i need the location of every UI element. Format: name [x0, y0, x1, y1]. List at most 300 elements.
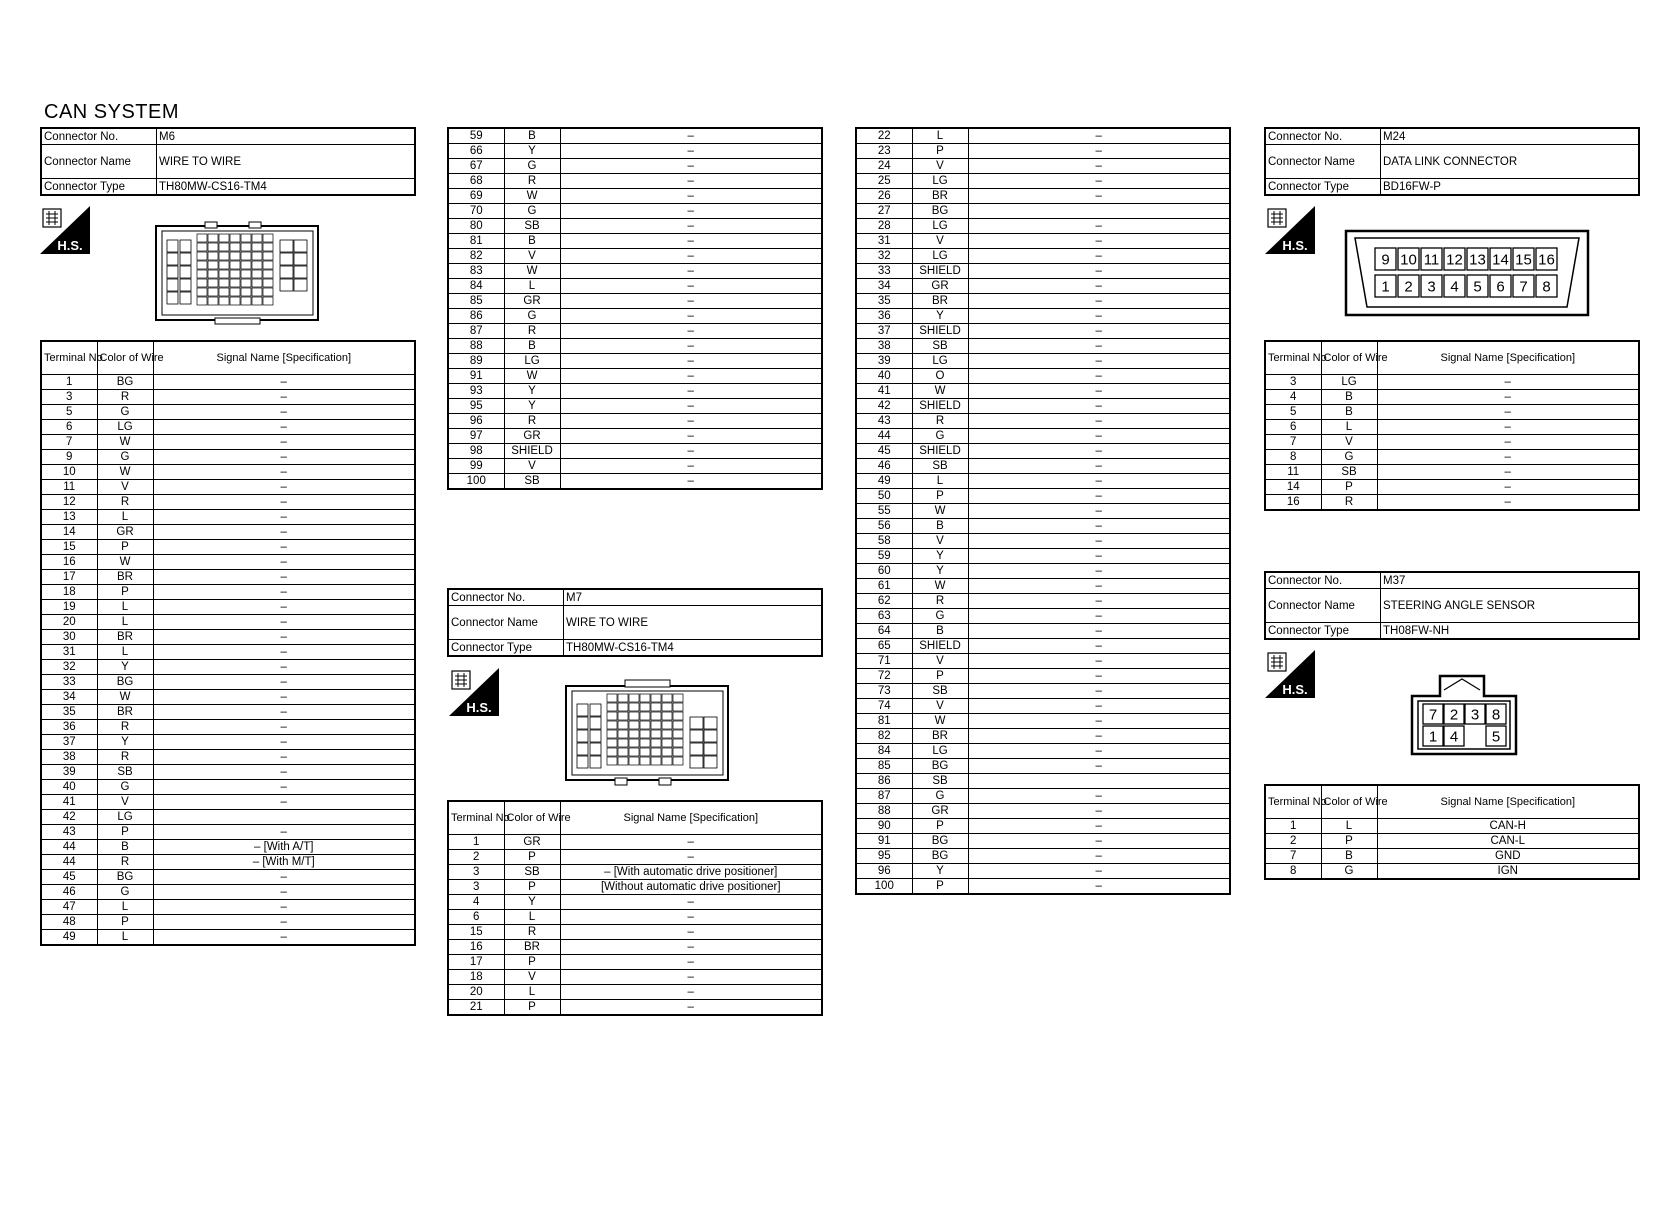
- wire-color-cell: Y: [504, 399, 560, 414]
- signal-name-cell: –: [968, 399, 1230, 414]
- table-row: [448, 925, 822, 940]
- wire-color-cell: BG: [912, 759, 968, 774]
- signal-name-cell: –: [153, 540, 415, 555]
- signal-name-cell: –: [560, 474, 822, 490]
- table-row: [41, 900, 415, 915]
- signal-name-cell: –: [153, 555, 415, 570]
- wire-color-cell: SHIELD: [912, 264, 968, 279]
- wire-color-cell: Y: [912, 864, 968, 879]
- connector-name-label: Connector Name: [1265, 145, 1381, 179]
- wire-color-cell: BG: [912, 849, 968, 864]
- wire-color-cell: V: [912, 534, 968, 549]
- terminal-no-cell: 17: [448, 955, 504, 970]
- terminal-no-cell: 37: [856, 324, 912, 339]
- terminal-no-cell: 3: [41, 390, 97, 405]
- signal-name-cell: [968, 774, 1230, 789]
- table-row: [41, 735, 415, 750]
- table-row: [1265, 495, 1639, 511]
- wire-color-cell: BG: [912, 834, 968, 849]
- wire-color-cell: BR: [97, 570, 153, 585]
- table-row: [448, 384, 822, 399]
- signal-name-cell: –: [560, 189, 822, 204]
- wire-color-cell: R: [504, 925, 560, 940]
- wire-color-cell: GR: [912, 279, 968, 294]
- table-row: [856, 324, 1230, 339]
- table-row: [41, 405, 415, 420]
- table-row: [448, 910, 822, 925]
- steering-angle-sensor-connector-diagram: [1410, 674, 1518, 756]
- wire-color-cell: V: [912, 654, 968, 669]
- wire-color-cell: G: [97, 450, 153, 465]
- table-row: [448, 339, 822, 354]
- terminal-no-cell: 1: [448, 835, 504, 850]
- wire-color-cell: Y: [912, 549, 968, 564]
- signal-name-header: Signal Name [Specification]: [153, 341, 415, 375]
- signal-name-cell: –: [968, 459, 1230, 474]
- signal-name-cell: –: [968, 219, 1230, 234]
- terminal-no-cell: 87: [448, 324, 504, 339]
- signal-name-cell: –: [560, 399, 822, 414]
- table-row: [856, 579, 1230, 594]
- terminal-no-cell: 33: [41, 675, 97, 690]
- signal-name-cell: –: [968, 834, 1230, 849]
- signal-name-cell: –: [968, 519, 1230, 534]
- signal-name-cell: –: [968, 864, 1230, 879]
- terminal-no-cell: 32: [856, 249, 912, 264]
- table-row: [448, 955, 822, 970]
- table-row: [448, 895, 822, 910]
- signal-name-cell: –: [560, 444, 822, 459]
- signal-name-cell: –: [968, 879, 1230, 895]
- wire-color-cell: GR: [504, 429, 560, 444]
- terminal-no-cell: 44: [41, 840, 97, 855]
- wire-color-cell: Y: [912, 309, 968, 324]
- table-row: [1265, 849, 1639, 864]
- pin-table-m37: [1264, 784, 1640, 880]
- table-row: [1265, 420, 1639, 435]
- terminal-no-cell: 71: [856, 654, 912, 669]
- table-row: [856, 654, 1230, 669]
- wire-color-cell: P: [912, 489, 968, 504]
- wire-color-cell: G: [504, 159, 560, 174]
- signal-name-cell: –: [968, 128, 1230, 144]
- signal-name-cell: –: [560, 294, 822, 309]
- connector-pin-number: 14: [1492, 251, 1509, 269]
- terminal-no-cell: 3: [1265, 375, 1321, 390]
- signal-name-cell: –: [153, 510, 415, 525]
- wire-color-cell: G: [97, 885, 153, 900]
- terminal-no-cell: 11: [41, 480, 97, 495]
- connector-pin-number: 3: [1427, 278, 1436, 296]
- terminal-no-cell: 27: [856, 204, 912, 219]
- terminal-no-cell: 13: [41, 510, 97, 525]
- wire-color-cell: B: [97, 840, 153, 855]
- terminal-no-header: Terminal No.: [41, 341, 97, 375]
- wire-color-cell: L: [97, 645, 153, 660]
- wire-color-cell: R: [1321, 495, 1377, 511]
- signal-name-cell: –: [968, 759, 1230, 774]
- terminal-no-cell: 81: [856, 714, 912, 729]
- signal-name-cell: IGN: [1377, 864, 1639, 880]
- wire-color-cell: L: [1321, 420, 1377, 435]
- wire-color-cell: P: [97, 825, 153, 840]
- connector-pin-number: 2: [1449, 706, 1459, 724]
- terminal-no-cell: 3: [448, 880, 504, 895]
- terminal-no-cell: 48: [41, 915, 97, 930]
- wire-color-cell: Y: [97, 660, 153, 675]
- signal-name-cell: –: [153, 675, 415, 690]
- table-row: [856, 834, 1230, 849]
- signal-name-cell: –: [968, 729, 1230, 744]
- wire-color-cell: LG: [97, 420, 153, 435]
- table-row: [856, 639, 1230, 654]
- table-row: [41, 390, 415, 405]
- signal-name-cell: –: [153, 480, 415, 495]
- wire-color-cell: G: [912, 609, 968, 624]
- terminal-no-cell: 2: [448, 850, 504, 865]
- table-row: [41, 525, 415, 540]
- terminal-no-cell: 42: [856, 399, 912, 414]
- terminal-no-cell: 20: [448, 985, 504, 1000]
- table-row: [448, 219, 822, 234]
- column-m24-pins: [1264, 340, 1640, 511]
- wire-color-cell: L: [97, 615, 153, 630]
- wire-color-cell: SB: [504, 474, 560, 490]
- wire-color-cell: R: [97, 855, 153, 870]
- wire-color-cell: B: [504, 339, 560, 354]
- table-row: [448, 279, 822, 294]
- connector-info-m24: [1264, 127, 1640, 196]
- table-row: [856, 759, 1230, 774]
- terminal-no-cell: 40: [856, 369, 912, 384]
- signal-name-cell: –: [560, 985, 822, 1000]
- wire-color-cell: R: [504, 174, 560, 189]
- signal-name-cell: –: [968, 789, 1230, 804]
- table-row: [856, 309, 1230, 324]
- wire-color-cell: L: [97, 900, 153, 915]
- terminal-no-cell: 100: [448, 474, 504, 490]
- table-row: [856, 774, 1230, 789]
- table-row: [41, 915, 415, 930]
- terminal-no-cell: 96: [448, 414, 504, 429]
- table-row: [448, 234, 822, 249]
- table-row: [856, 249, 1230, 264]
- table-row: [856, 174, 1230, 189]
- terminal-no-cell: 82: [856, 729, 912, 744]
- table-row: [41, 675, 415, 690]
- connector-pin-number: 1: [1381, 278, 1390, 296]
- terminal-no-cell: 7: [41, 435, 97, 450]
- signal-name-cell: –: [153, 825, 415, 840]
- connector-no-value: M6: [157, 128, 416, 145]
- signal-name-cell: –: [560, 144, 822, 159]
- wire-color-cell: B: [1321, 405, 1377, 420]
- connector-info-m6: [40, 127, 416, 196]
- connector-type-label: Connector Type: [448, 640, 564, 657]
- table-row: [41, 585, 415, 600]
- table-row: [856, 354, 1230, 369]
- connector-pin-number: 6: [1496, 278, 1505, 296]
- connector-type-label: Connector Type: [1265, 623, 1381, 640]
- wire-color-cell: R: [97, 720, 153, 735]
- wire-color-cell: V: [504, 970, 560, 985]
- wire-color-cell: LG: [912, 744, 968, 759]
- table-row: [856, 744, 1230, 759]
- wire-color-cell: SB: [912, 774, 968, 789]
- signal-name-cell: –: [1377, 495, 1639, 511]
- terminal-no-cell: 41: [41, 795, 97, 810]
- terminal-no-cell: 95: [448, 399, 504, 414]
- signal-name-cell: –: [968, 504, 1230, 519]
- connector-no-label: Connector No.: [41, 128, 157, 145]
- terminal-no-cell: 42: [41, 810, 97, 825]
- terminal-no-cell: 34: [856, 279, 912, 294]
- wire-color-cell: P: [912, 819, 968, 834]
- terminal-no-cell: 26: [856, 189, 912, 204]
- connector-pin-number: 10: [1400, 251, 1417, 269]
- wire-color-cell: P: [97, 915, 153, 930]
- terminal-no-cell: 32: [41, 660, 97, 675]
- table-row: [448, 444, 822, 459]
- table-row: [41, 780, 415, 795]
- wire-color-cell: W: [97, 555, 153, 570]
- terminal-no-cell: 10: [41, 465, 97, 480]
- signal-name-cell: –: [560, 339, 822, 354]
- table-row: [41, 870, 415, 885]
- signal-name-cell: –: [968, 294, 1230, 309]
- signal-name-cell: –: [560, 459, 822, 474]
- terminal-no-cell: 43: [41, 825, 97, 840]
- signal-name-cell: –: [560, 204, 822, 219]
- table-row: [856, 684, 1230, 699]
- color-of-wire-header: Color of Wire: [97, 341, 153, 375]
- table-row: [856, 504, 1230, 519]
- terminal-no-cell: 9: [41, 450, 97, 465]
- wire-color-cell: SHIELD: [912, 444, 968, 459]
- wire-color-cell: L: [504, 985, 560, 1000]
- wire-color-cell: W: [912, 504, 968, 519]
- terminal-no-cell: 56: [856, 519, 912, 534]
- connector-pin-number: 1: [1428, 728, 1438, 746]
- terminal-no-cell: 20: [41, 615, 97, 630]
- terminal-no-cell: 7: [1265, 435, 1321, 450]
- signal-name-cell: –: [968, 249, 1230, 264]
- terminal-no-cell: 98: [448, 444, 504, 459]
- connector-name-value: WIRE TO WIRE: [564, 606, 823, 640]
- terminal-no-cell: 68: [448, 174, 504, 189]
- signal-name-cell: –: [153, 870, 415, 885]
- terminal-no-cell: 39: [41, 765, 97, 780]
- wire-color-cell: G: [1321, 864, 1377, 880]
- wire-color-cell: LG: [97, 810, 153, 825]
- table-row: [41, 825, 415, 840]
- table-row: [856, 864, 1230, 879]
- signal-name-cell: –: [968, 699, 1230, 714]
- table-row: [41, 540, 415, 555]
- signal-name-cell: –: [560, 970, 822, 985]
- terminal-no-cell: 87: [856, 789, 912, 804]
- terminal-no-cell: 74: [856, 699, 912, 714]
- table-row: [448, 159, 822, 174]
- terminal-no-cell: 5: [41, 405, 97, 420]
- terminal-no-cell: 31: [856, 234, 912, 249]
- connector-type-value: BD16FW-P: [1381, 179, 1640, 196]
- terminal-no-cell: 4: [448, 895, 504, 910]
- table-row: [856, 204, 1230, 219]
- signal-name-cell: –: [153, 705, 415, 720]
- signal-name-cell: –: [153, 405, 415, 420]
- wire-color-cell: R: [97, 495, 153, 510]
- table-row: [856, 159, 1230, 174]
- table-row: [856, 489, 1230, 504]
- wire-color-cell: BR: [912, 189, 968, 204]
- terminal-no-cell: 28: [856, 219, 912, 234]
- wire-color-cell: B: [912, 624, 968, 639]
- table-row: [41, 615, 415, 630]
- connector-pin-number: 15: [1515, 251, 1532, 269]
- signal-name-cell: –: [968, 174, 1230, 189]
- terminal-no-cell: 38: [41, 750, 97, 765]
- connector-pin-number: 2: [1404, 278, 1413, 296]
- terminal-no-header: Terminal No.: [448, 801, 504, 835]
- table-row: [856, 519, 1230, 534]
- wire-color-cell: G: [912, 789, 968, 804]
- table-row: [41, 450, 415, 465]
- signal-name-cell: –: [968, 474, 1230, 489]
- table-row: [1265, 390, 1639, 405]
- table-row: [856, 414, 1230, 429]
- terminal-no-cell: 95: [856, 849, 912, 864]
- terminal-no-cell: 6: [448, 910, 504, 925]
- wire-color-cell: BR: [97, 630, 153, 645]
- terminal-no-cell: 73: [856, 684, 912, 699]
- table-row: [448, 429, 822, 444]
- table-row: [856, 234, 1230, 249]
- wire-color-cell: W: [97, 435, 153, 450]
- column-m7: [447, 588, 823, 657]
- connector-name-value: DATA LINK CONNECTOR: [1381, 145, 1640, 179]
- wire-color-cell: B: [912, 519, 968, 534]
- table-row: [1265, 375, 1639, 390]
- connector-no-value: M37: [1381, 572, 1640, 589]
- wire-color-cell: GR: [912, 804, 968, 819]
- table-row: [1265, 480, 1639, 495]
- table-row: [448, 414, 822, 429]
- terminal-no-cell: 50: [856, 489, 912, 504]
- wire-color-cell: SB: [1321, 465, 1377, 480]
- wire-color-cell: SB: [912, 339, 968, 354]
- table-row: [856, 429, 1230, 444]
- signal-name-cell: [153, 810, 415, 825]
- page-title: CAN SYSTEM: [44, 101, 180, 123]
- wire-color-cell: P: [504, 955, 560, 970]
- connector-name-value: WIRE TO WIRE: [157, 145, 416, 179]
- wire-color-cell: B: [1321, 390, 1377, 405]
- terminal-no-cell: 6: [41, 420, 97, 435]
- terminal-no-cell: 84: [856, 744, 912, 759]
- column-m6: [40, 127, 416, 196]
- terminal-no-cell: 59: [856, 549, 912, 564]
- table-row: [856, 444, 1230, 459]
- column-m37-pins: [1264, 784, 1640, 880]
- wire-color-cell: G: [912, 429, 968, 444]
- wire-color-cell: O: [912, 369, 968, 384]
- signal-name-cell: –: [560, 249, 822, 264]
- harness-side-icon: [1265, 650, 1315, 698]
- wire-color-cell: L: [1321, 819, 1377, 834]
- harness-side-icon: [449, 668, 499, 716]
- table-row: [856, 189, 1230, 204]
- signal-name-cell: –: [1377, 405, 1639, 420]
- terminal-no-cell: 31: [41, 645, 97, 660]
- terminal-no-cell: 89: [448, 354, 504, 369]
- wire-color-cell: G: [97, 405, 153, 420]
- terminal-no-cell: 49: [856, 474, 912, 489]
- wire-color-cell: Y: [97, 735, 153, 750]
- signal-name-cell: –: [153, 450, 415, 465]
- signal-name-cell: –: [153, 375, 415, 390]
- terminal-no-cell: 25: [856, 174, 912, 189]
- signal-name-cell: –: [968, 489, 1230, 504]
- terminal-no-cell: 88: [856, 804, 912, 819]
- wire-color-cell: BR: [504, 940, 560, 955]
- table-row: [856, 564, 1230, 579]
- table-row: [1265, 435, 1639, 450]
- wire-color-cell: P: [1321, 834, 1377, 849]
- terminal-no-cell: 37: [41, 735, 97, 750]
- terminal-no-cell: 3: [448, 865, 504, 880]
- table-row: [856, 699, 1230, 714]
- signal-name-cell: –: [153, 645, 415, 660]
- terminal-no-cell: 24: [856, 159, 912, 174]
- harness-side-icon: [40, 206, 90, 254]
- signal-name-cell: –: [153, 735, 415, 750]
- terminal-no-cell: 12: [41, 495, 97, 510]
- wire-color-cell: BG: [97, 675, 153, 690]
- wire-color-cell: BR: [912, 729, 968, 744]
- terminal-no-cell: 44: [856, 429, 912, 444]
- signal-name-cell: –: [1377, 480, 1639, 495]
- terminal-no-cell: 81: [448, 234, 504, 249]
- signal-name-cell: –: [968, 534, 1230, 549]
- connector-no-value: M7: [564, 589, 823, 606]
- terminal-no-cell: 18: [41, 585, 97, 600]
- signal-name-cell: –: [968, 669, 1230, 684]
- connector-pin-number: 13: [1469, 251, 1486, 269]
- hs-label: H.S.: [57, 238, 83, 253]
- signal-name-cell: –: [153, 795, 415, 810]
- signal-name-cell: –: [153, 420, 415, 435]
- signal-name-cell: –: [968, 609, 1230, 624]
- signal-name-cell: –: [968, 144, 1230, 159]
- terminal-no-cell: 1: [1265, 819, 1321, 834]
- terminal-no-cell: 66: [448, 144, 504, 159]
- signal-name-cell: –: [560, 264, 822, 279]
- signal-name-cell: – [With M/T]: [153, 855, 415, 870]
- table-row: [41, 720, 415, 735]
- terminal-no-cell: 91: [448, 369, 504, 384]
- column-m6-continued: [447, 127, 823, 490]
- signal-name-cell: –: [153, 780, 415, 795]
- signal-name-cell: –: [968, 369, 1230, 384]
- wire-color-cell: P: [912, 669, 968, 684]
- terminal-no-cell: 35: [856, 294, 912, 309]
- wire-color-cell: LG: [912, 354, 968, 369]
- table-row: [448, 174, 822, 189]
- connector-no-value: M24: [1381, 128, 1640, 145]
- table-row: [856, 474, 1230, 489]
- table-row: [856, 369, 1230, 384]
